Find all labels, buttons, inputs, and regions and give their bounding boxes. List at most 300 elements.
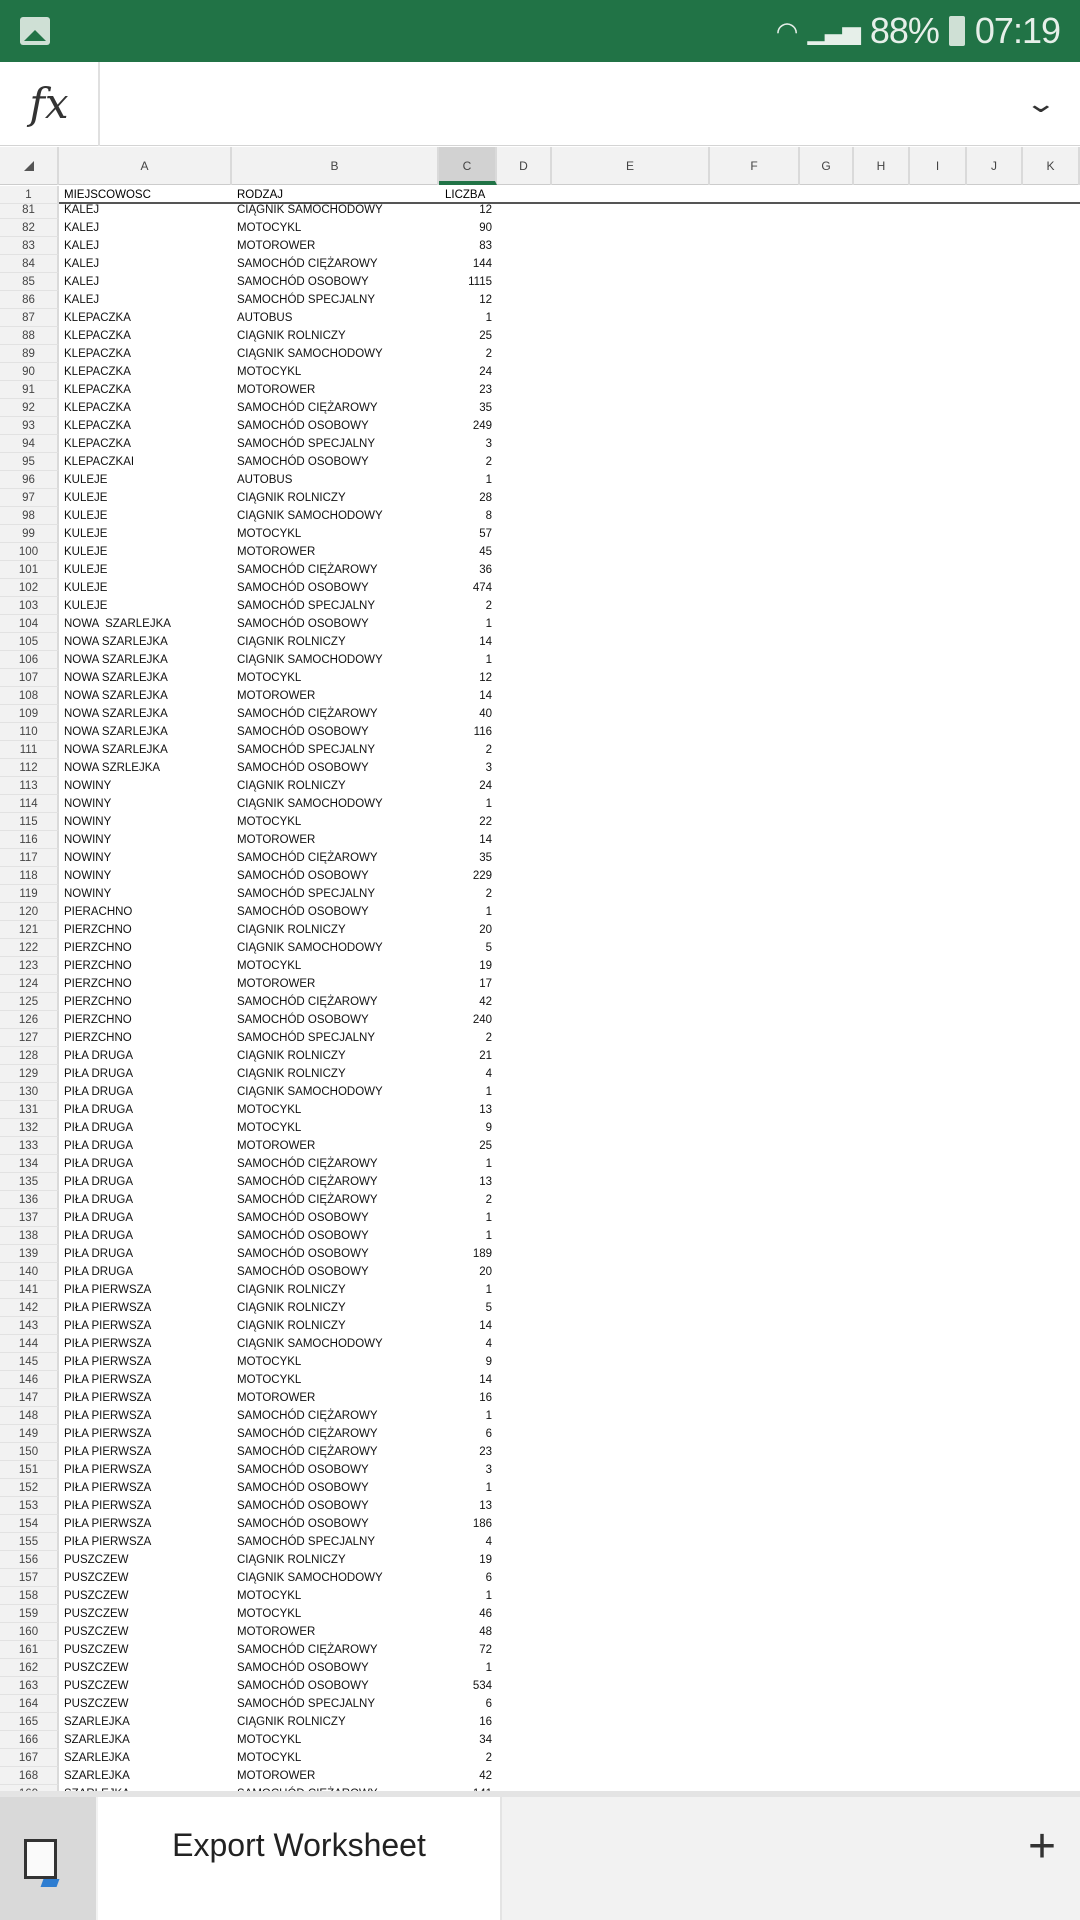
cell-miejscowosc[interactable]: PIERZCHNO (64, 960, 132, 972)
column-header-e[interactable]: E (552, 147, 710, 185)
cell-miejscowosc[interactable]: PIŁA PIERWSZA (64, 1356, 152, 1368)
cell-miejscowosc[interactable]: KLEPACZKA (64, 438, 131, 450)
row-number[interactable]: 106 (0, 651, 59, 669)
row-number[interactable]: 148 (0, 1407, 59, 1425)
cell-liczba[interactable]: 2 (485, 456, 492, 468)
cell-liczba[interactable]: 13 (479, 1500, 492, 1512)
row-number[interactable]: 105 (0, 633, 59, 651)
cell-rodzaj[interactable]: SAMOCHÓD OSOBOWY (237, 456, 369, 468)
row-number[interactable]: 134 (0, 1155, 59, 1173)
cell-rodzaj[interactable]: SAMOCHÓD OSOBOWY (237, 1500, 369, 1512)
cell-liczba[interactable]: 2 (485, 1752, 492, 1764)
cell-liczba[interactable]: 28 (479, 492, 492, 504)
cell-liczba[interactable]: 186 (472, 1518, 492, 1530)
row-number[interactable]: 167 (0, 1749, 59, 1767)
row-number[interactable]: 155 (0, 1533, 59, 1551)
cell-liczba[interactable]: 534 (472, 1680, 492, 1692)
cell-miejscowosc[interactable]: NOWINY (64, 852, 112, 864)
row-number[interactable]: 103 (0, 597, 59, 615)
row-number[interactable]: 158 (0, 1587, 59, 1605)
column-header-k[interactable]: K (1023, 147, 1080, 185)
cell-liczba[interactable]: 45 (479, 546, 492, 558)
cell-liczba[interactable]: 1 (485, 1212, 492, 1224)
cell-miejscowosc[interactable]: PIŁA PIERWSZA (64, 1536, 152, 1548)
cell-rodzaj[interactable]: SAMOCHÓD CIĘŻAROWY (237, 708, 378, 720)
cell-liczba[interactable]: 2 (485, 1032, 492, 1044)
cell-miejscowosc[interactable]: PIERZCHNO (64, 942, 132, 954)
cell-miejscowosc[interactable]: KLEPACZKA (64, 312, 131, 324)
cell-rodzaj[interactable]: SAMOCHÓD CIĘŻAROWY (237, 1194, 378, 1206)
row-number[interactable]: 157 (0, 1569, 59, 1587)
cell-rodzaj[interactable]: MOTOROWER (237, 1392, 316, 1404)
cell-rodzaj[interactable]: SAMOCHÓD CIĘŻAROWY (237, 1410, 378, 1422)
cell-liczba[interactable]: 24 (479, 366, 492, 378)
cell-miejscowosc[interactable]: KLEPACZKA (64, 348, 131, 360)
cell-miejscowosc[interactable]: NOWA SZARLEJKA (64, 654, 168, 666)
row-number[interactable]: 163 (0, 1677, 59, 1695)
cell-liczba[interactable]: 189 (472, 1248, 492, 1260)
cell-liczba[interactable]: 2 (485, 744, 492, 756)
row-number[interactable]: 127 (0, 1029, 59, 1047)
cell-rodzaj[interactable]: MOTOROWER (237, 546, 316, 558)
cell-rodzaj[interactable]: AUTOBUS (237, 474, 293, 486)
cell-liczba[interactable]: 249 (472, 420, 492, 432)
row-number[interactable]: 145 (0, 1353, 59, 1371)
cell-rodzaj[interactable]: SAMOCHÓD SPECJALNY (237, 600, 376, 612)
row-number[interactable]: 131 (0, 1101, 59, 1119)
cell-rodzaj[interactable]: MOTOCYKL (237, 222, 302, 234)
row-number[interactable]: 166 (0, 1731, 59, 1749)
cell-liczba[interactable]: 34 (479, 1734, 492, 1746)
cell-miejscowosc[interactable]: PIERZCHNO (64, 996, 132, 1008)
cell-liczba[interactable]: 1 (485, 474, 492, 486)
row-number[interactable]: 153 (0, 1497, 59, 1515)
cell-rodzaj[interactable]: MOTOCYKL (237, 1734, 302, 1746)
cell-rodzaj[interactable]: CIĄGNIK SAMOCHODOWY (237, 942, 383, 954)
cell-miejscowosc[interactable]: KALEJ (64, 294, 100, 306)
cell-miejscowosc[interactable]: PUSZCZEW (64, 1698, 129, 1710)
row-number[interactable]: 100 (0, 543, 59, 561)
cell-rodzaj[interactable]: CIĄGNIK ROLNICZY (237, 780, 346, 792)
cell-miejscowosc[interactable]: KULEJE (64, 546, 108, 558)
row-number[interactable]: 109 (0, 705, 59, 723)
row-number[interactable]: 92 (0, 399, 59, 417)
cell-miejscowosc[interactable]: KALEJ (64, 276, 100, 288)
cell-rodzaj[interactable]: MOTOCYKL (237, 1590, 302, 1602)
cell-miejscowosc[interactable]: PIŁA DRUGA (64, 1104, 134, 1116)
cell-rodzaj[interactable]: CIĄGNIK ROLNICZY (237, 1554, 346, 1566)
cell-rodzaj[interactable]: SAMOCHÓD OSOBOWY (237, 582, 369, 594)
row-number[interactable]: 89 (0, 345, 59, 363)
cell-liczba[interactable]: 8 (485, 510, 492, 522)
cell-miejscowosc[interactable]: NOWINY (64, 834, 112, 846)
cell-rodzaj[interactable]: MOTOCYKL (237, 1752, 302, 1764)
cell-rodzaj[interactable]: MOTOCYKL (237, 366, 302, 378)
header-cell-a[interactable]: MIEJSCOWOSC (64, 189, 151, 201)
row-number[interactable]: 85 (0, 273, 59, 291)
row-number[interactable]: 88 (0, 327, 59, 345)
row-number[interactable]: 129 (0, 1065, 59, 1083)
row-number[interactable]: 140 (0, 1263, 59, 1281)
cell-rodzaj[interactable]: CIĄGNIK ROLNICZY (237, 924, 346, 936)
row-number[interactable]: 135 (0, 1173, 59, 1191)
cell-miejscowosc[interactable]: PUSZCZEW (64, 1608, 129, 1620)
cell-miejscowosc[interactable]: PIŁA DRUGA (64, 1158, 134, 1170)
cell-miejscowosc[interactable]: NOWA SZARLEJKA (64, 690, 168, 702)
cell-rodzaj[interactable]: MOTOCYKL (237, 1104, 302, 1116)
cell-rodzaj[interactable]: CIĄGNIK ROLNICZY (237, 1068, 346, 1080)
cell-miejscowosc[interactable]: NOWINY (64, 816, 112, 828)
cell-miejscowosc[interactable]: NOWINY (64, 888, 112, 900)
cell-rodzaj[interactable]: MOTOROWER (237, 1626, 316, 1638)
cell-liczba[interactable]: 57 (479, 528, 492, 540)
cell-liczba[interactable]: 14 (479, 1374, 492, 1386)
cell-miejscowosc[interactable]: KLEPACZKA (64, 420, 131, 432)
row-number[interactable]: 114 (0, 795, 59, 813)
cell-miejscowosc[interactable]: KLEPACZKA (64, 402, 131, 414)
cell-rodzaj[interactable]: CIĄGNIK ROLNICZY (237, 1050, 346, 1062)
cell-rodzaj[interactable]: MOTOCYKL (237, 816, 302, 828)
cell-rodzaj[interactable]: SAMOCHÓD OSOBOWY (237, 1518, 369, 1530)
cell-rodzaj[interactable]: MOTOCYKL (237, 528, 302, 540)
row-number[interactable]: 142 (0, 1299, 59, 1317)
column-header-h[interactable]: H (854, 147, 910, 185)
cell-rodzaj[interactable]: SAMOCHÓD OSOBOWY (237, 420, 369, 432)
row-number[interactable]: 147 (0, 1389, 59, 1407)
cell-miejscowosc[interactable]: PIERZCHNO (64, 924, 132, 936)
row-number[interactable]: 115 (0, 813, 59, 831)
cell-miejscowosc[interactable]: NOWA SZARLEJKA (64, 708, 168, 720)
cell-liczba[interactable]: 1 (485, 618, 492, 630)
cell-rodzaj[interactable]: MOTOCYKL (237, 1374, 302, 1386)
cell-rodzaj[interactable]: SAMOCHÓD OSOBOWY (237, 1680, 369, 1692)
cell-miejscowosc[interactable]: PIŁA PIERWSZA (64, 1500, 152, 1512)
cell-miejscowosc[interactable]: PIŁA DRUGA (64, 1212, 134, 1224)
cell-miejscowosc[interactable]: PIŁA DRUGA (64, 1050, 134, 1062)
cell-liczba[interactable]: 6 (485, 1428, 492, 1440)
cell-liczba[interactable]: 9 (485, 1122, 492, 1134)
row-number[interactable]: 152 (0, 1479, 59, 1497)
row-number[interactable]: 98 (0, 507, 59, 525)
row-number[interactable]: 107 (0, 669, 59, 687)
cell-miejscowosc[interactable]: PIŁA PIERWSZA (64, 1482, 152, 1494)
cell-liczba[interactable]: 1 (485, 1590, 492, 1602)
cell-rodzaj[interactable]: SAMOCHÓD OSOBOWY (237, 1230, 369, 1242)
cell-miejscowosc[interactable]: PUSZCZEW (64, 1644, 129, 1656)
cell-liczba[interactable]: 1115 (468, 276, 492, 288)
cell-rodzaj[interactable]: SAMOCHÓD OSOBOWY (237, 618, 369, 630)
cell-miejscowosc[interactable]: PIŁA DRUGA (64, 1230, 134, 1242)
row-number[interactable]: 125 (0, 993, 59, 1011)
cell-liczba[interactable]: 24 (479, 780, 492, 792)
cell-rodzaj[interactable]: SAMOCHÓD SPECJALNY (237, 294, 376, 306)
cell-rodzaj[interactable]: SAMOCHÓD CIĘŻAROWY (237, 402, 378, 414)
cell-miejscowosc[interactable]: NOWINY (64, 780, 112, 792)
cell-rodzaj[interactable]: SAMOCHÓD CIĘŻAROWY (237, 1176, 378, 1188)
cell-miejscowosc[interactable]: KALEJ (64, 204, 100, 216)
cell-rodzaj[interactable]: CIĄGNIK SAMOCHODOWY (237, 798, 383, 810)
row-number[interactable]: 113 (0, 777, 59, 795)
cell-miejscowosc[interactable]: PIERACHNO (64, 906, 133, 918)
sheet-tab-export-worksheet[interactable]: Export Worksheet (98, 1797, 502, 1920)
cell-miejscowosc[interactable]: PIŁA PIERWSZA (64, 1446, 152, 1458)
cell-rodzaj[interactable]: MOTOCYKL (237, 960, 302, 972)
cell-liczba[interactable]: 48 (479, 1626, 492, 1638)
cell-liczba[interactable]: 3 (485, 1464, 492, 1476)
row-number[interactable]: 87 (0, 309, 59, 327)
cell-miejscowosc[interactable]: NOWINY (64, 798, 112, 810)
cell-liczba[interactable]: 1 (485, 906, 492, 918)
cell-miejscowosc[interactable]: NOWA SZARLEJKA (64, 636, 168, 648)
cell-liczba[interactable]: 14 (479, 690, 492, 702)
cell-liczba[interactable]: 116 (473, 726, 492, 738)
cell-liczba[interactable]: 20 (479, 924, 492, 936)
cell-miejscowosc[interactable]: PIŁA PIERWSZA (64, 1338, 152, 1350)
cell-rodzaj[interactable]: MOTOROWER (237, 240, 316, 252)
cell-miejscowosc[interactable]: KLEPACZKA (64, 330, 131, 342)
row-number[interactable]: 160 (0, 1623, 59, 1641)
cell-miejscowosc[interactable]: PIŁA DRUGA (64, 1068, 134, 1080)
row-number[interactable]: 118 (0, 867, 59, 885)
column-header-c[interactable]: C (439, 147, 497, 185)
cell-liczba[interactable]: 4 (485, 1338, 492, 1350)
row-number[interactable]: 130 (0, 1083, 59, 1101)
cell-miejscowosc[interactable]: PUSZCZEW (64, 1554, 129, 1566)
row-number[interactable]: 146 (0, 1371, 59, 1389)
cell-liczba[interactable]: 46 (479, 1608, 492, 1620)
row-number[interactable]: 81 (0, 201, 59, 219)
row-number[interactable]: 141 (0, 1281, 59, 1299)
cell-miejscowosc[interactable]: PUSZCZEW (64, 1572, 129, 1584)
cell-liczba[interactable]: 16 (479, 1392, 492, 1404)
cell-liczba[interactable]: 1 (485, 1482, 492, 1494)
row-number[interactable]: 117 (0, 849, 59, 867)
cell-liczba[interactable]: 16 (479, 1716, 492, 1728)
cell-rodzaj[interactable]: SAMOCHÓD OSOBOWY (237, 276, 369, 288)
cell-rodzaj[interactable]: SAMOCHÓD OSOBOWY (237, 1248, 369, 1260)
row-number[interactable]: 90 (0, 363, 59, 381)
row-number[interactable]: 95 (0, 453, 59, 471)
add-sheet-button[interactable]: + (1027, 1820, 1056, 1873)
cell-miejscowosc[interactable]: KALEJ (64, 222, 100, 234)
cell-liczba[interactable]: 21 (479, 1050, 492, 1062)
cell-rodzaj[interactable]: SAMOCHÓD OSOBOWY (237, 762, 369, 774)
row-number[interactable]: 136 (0, 1191, 59, 1209)
cell-liczba[interactable]: 5 (485, 942, 492, 954)
cell-miejscowosc[interactable]: PUSZCZEW (64, 1590, 129, 1602)
cell-liczba[interactable]: 1 (485, 1158, 492, 1170)
cell-miejscowosc[interactable]: KULEJE (64, 474, 108, 486)
row-number[interactable]: 99 (0, 525, 59, 543)
cell-miejscowosc[interactable]: PUSZCZEW (64, 1662, 129, 1674)
cell-rodzaj[interactable]: CIĄGNIK SAMOCHODOWY (237, 654, 383, 666)
cell-liczba[interactable]: 4 (485, 1536, 492, 1548)
cell-liczba[interactable]: 1 (485, 1086, 492, 1098)
cell-liczba[interactable]: 35 (479, 402, 492, 414)
cell-liczba[interactable]: 240 (472, 1014, 492, 1026)
row-number[interactable]: 161 (0, 1641, 59, 1659)
cell-liczba[interactable]: 13 (479, 1176, 492, 1188)
row-number[interactable]: 83 (0, 237, 59, 255)
cell-liczba[interactable]: 6 (485, 1698, 492, 1710)
row-number[interactable]: 108 (0, 687, 59, 705)
header-cell-b[interactable]: RODZAJ (237, 189, 283, 201)
row-number[interactable]: 168 (0, 1767, 59, 1785)
cell-miejscowosc[interactable]: KLEPACZKAI (64, 456, 135, 468)
cell-rodzaj[interactable]: SAMOCHÓD OSOBOWY (237, 1464, 369, 1476)
row-number[interactable]: 126 (0, 1011, 59, 1029)
cell-miejscowosc[interactable]: KULEJE (64, 528, 108, 540)
cell-rodzaj[interactable]: SAMOCHÓD OSOBOWY (237, 1662, 369, 1674)
row-number[interactable]: 84 (0, 255, 59, 273)
column-header-g[interactable]: G (800, 147, 854, 185)
cell-rodzaj[interactable]: MOTOROWER (237, 1770, 316, 1782)
cell-rodzaj[interactable]: CIĄGNIK ROLNICZY (237, 330, 346, 342)
cell-rodzaj[interactable]: MOTOROWER (237, 1140, 316, 1152)
row-number[interactable]: 154 (0, 1515, 59, 1533)
cell-liczba[interactable]: 25 (479, 1140, 492, 1152)
cell-miejscowosc[interactable]: KULEJE (64, 492, 108, 504)
cell-liczba[interactable]: 35 (479, 852, 492, 864)
cell-rodzaj[interactable]: MOTOCYKL (237, 672, 302, 684)
row-number[interactable]: 159 (0, 1605, 59, 1623)
column-header-j[interactable]: J (967, 147, 1023, 185)
cell-rodzaj[interactable]: CIĄGNIK SAMOCHODOWY (237, 510, 383, 522)
row-number[interactable]: 121 (0, 921, 59, 939)
cell-liczba[interactable]: 1 (485, 798, 492, 810)
cell-liczba[interactable]: 1 (485, 1284, 492, 1296)
cell-miejscowosc[interactable]: PIŁA PIERWSZA (64, 1320, 152, 1332)
row-number[interactable]: 128 (0, 1047, 59, 1065)
cell-liczba[interactable]: 22 (479, 816, 492, 828)
cell-liczba[interactable]: 1 (485, 1410, 492, 1422)
cell-miejscowosc[interactable]: PIŁA PIERWSZA (64, 1284, 152, 1296)
cell-miejscowosc[interactable]: KULEJE (64, 582, 108, 594)
cell-liczba[interactable]: 14 (479, 636, 492, 648)
cell-liczba[interactable]: 13 (479, 1104, 492, 1116)
cell-miejscowosc[interactable]: PUSZCZEW (64, 1626, 129, 1638)
row-number[interactable]: 91 (0, 381, 59, 399)
cell-miejscowosc[interactable]: SZARLEJKA (64, 1716, 130, 1728)
cell-rodzaj[interactable]: SAMOCHÓD CIĘŻAROWY (237, 852, 378, 864)
cell-miejscowosc[interactable]: NOWA SZARLEJKA (64, 672, 168, 684)
cell-miejscowosc[interactable]: PIŁA DRUGA (64, 1140, 134, 1152)
row-number[interactable]: 119 (0, 885, 59, 903)
cell-miejscowosc[interactable]: KALEJ (64, 240, 100, 252)
cell-rodzaj[interactable]: SAMOCHÓD SPECJALNY (237, 888, 376, 900)
cell-liczba[interactable]: 25 (479, 330, 492, 342)
column-header-i[interactable]: I (910, 147, 967, 185)
cell-rodzaj[interactable]: CIĄGNIK SAMOCHODOWY (237, 1572, 383, 1584)
cell-miejscowosc[interactable]: NOWINY (64, 870, 112, 882)
cell-liczba[interactable]: 72 (479, 1644, 492, 1656)
cell-rodzaj[interactable]: CIĄGNIK ROLNICZY (237, 636, 346, 648)
cell-rodzaj[interactable]: MOTOCYKL (237, 1608, 302, 1620)
cell-miejscowosc[interactable]: PIŁA PIERWSZA (64, 1464, 152, 1476)
formula-bar[interactable] (0, 62, 1080, 146)
cell-rodzaj[interactable]: MOTOCYKL (237, 1356, 302, 1368)
row-number[interactable]: 144 (0, 1335, 59, 1353)
cell-liczba[interactable]: 40 (479, 708, 492, 720)
row-number[interactable]: 133 (0, 1137, 59, 1155)
cell-rodzaj[interactable]: MOTOROWER (237, 384, 316, 396)
cell-rodzaj[interactable]: SAMOCHÓD SPECJALNY (237, 1032, 376, 1044)
row-number[interactable]: 164 (0, 1695, 59, 1713)
row-number[interactable]: 156 (0, 1551, 59, 1569)
column-header-f[interactable]: F (710, 147, 800, 185)
cell-liczba[interactable]: 19 (479, 960, 492, 972)
cell-liczba[interactable]: 3 (485, 762, 492, 774)
row-number[interactable]: 112 (0, 759, 59, 777)
row-number[interactable]: 138 (0, 1227, 59, 1245)
row-number[interactable]: 149 (0, 1425, 59, 1443)
row-number[interactable]: 124 (0, 975, 59, 993)
row-number[interactable]: 111 (0, 741, 59, 759)
cell-liczba[interactable]: 14 (479, 1320, 492, 1332)
cell-liczba[interactable]: 36 (479, 564, 492, 576)
cell-liczba[interactable]: 17 (479, 978, 492, 990)
cell-liczba[interactable]: 2 (485, 1194, 492, 1206)
cell-miejscowosc[interactable]: PIŁA DRUGA (64, 1194, 134, 1206)
cell-miejscowosc[interactable]: PIŁA PIERWSZA (64, 1392, 152, 1404)
row-number[interactable]: 165 (0, 1713, 59, 1731)
cell-rodzaj[interactable]: CIĄGNIK SAMOCHODOWY (237, 1086, 383, 1098)
cell-liczba[interactable]: 4 (485, 1068, 492, 1080)
cell-rodzaj[interactable]: MOTOCYKL (237, 1122, 302, 1134)
cell-miejscowosc[interactable]: PIŁA DRUGA (64, 1266, 134, 1278)
cell-rodzaj[interactable]: MOTOROWER (237, 978, 316, 990)
cell-liczba[interactable]: 14 (479, 834, 492, 846)
cell-rodzaj[interactable]: CIĄGNIK SAMOCHODOWY (237, 1338, 383, 1350)
cell-liczba[interactable]: 3 (485, 438, 492, 450)
cell-miejscowosc[interactable]: KULEJE (64, 510, 108, 522)
row-number[interactable]: 93 (0, 417, 59, 435)
cell-miejscowosc[interactable]: PIERZCHNO (64, 978, 132, 990)
cell-rodzaj[interactable]: CIĄGNIK ROLNICZY (237, 1716, 346, 1728)
cell-liczba[interactable]: 229 (472, 870, 492, 882)
cell-miejscowosc[interactable]: PIŁA PIERWSZA (64, 1302, 152, 1314)
cell-liczba[interactable]: 1 (485, 1230, 492, 1242)
column-header-d[interactable]: D (497, 147, 552, 185)
row-number[interactable]: 101 (0, 561, 59, 579)
cell-rodzaj[interactable]: CIĄGNIK SAMOCHODOWY (237, 204, 383, 216)
cell-liczba[interactable]: 23 (479, 384, 492, 396)
row-number[interactable]: 116 (0, 831, 59, 849)
cell-liczba[interactable]: 1 (485, 312, 492, 324)
cell-miejscowosc[interactable]: KULEJE (64, 600, 108, 612)
cell-liczba[interactable]: 9 (485, 1356, 492, 1368)
cell-rodzaj[interactable]: CIĄGNIK ROLNICZY (237, 1284, 346, 1296)
cell-miejscowosc[interactable]: NOWA SZARLEJKA (64, 744, 168, 756)
cell-liczba[interactable]: 20 (479, 1266, 492, 1278)
cell-miejscowosc[interactable]: PIŁA PIERWSZA (64, 1518, 152, 1530)
select-all-corner[interactable] (0, 147, 59, 185)
cell-liczba[interactable]: 90 (479, 222, 492, 234)
row-number[interactable]: 1 (0, 186, 59, 204)
cell-miejscowosc[interactable]: PIŁA DRUGA (64, 1176, 134, 1188)
cell-liczba[interactable]: 5 (485, 1302, 492, 1314)
cell-liczba[interactable]: 474 (472, 582, 492, 594)
cell-rodzaj[interactable]: MOTOROWER (237, 690, 316, 702)
formula-input[interactable] (110, 62, 1000, 146)
cell-miejscowosc[interactable]: PIŁA PIERWSZA (64, 1374, 152, 1386)
cell-rodzaj[interactable]: SAMOCHÓD CIĘŻAROWY (237, 996, 378, 1008)
cell-rodzaj[interactable]: SAMOCHÓD SPECJALNY (237, 744, 376, 756)
cell-miejscowosc[interactable]: SZARLEJKA (64, 1770, 130, 1782)
cell-miejscowosc[interactable]: PIERZCHNO (64, 1014, 132, 1026)
cell-rodzaj[interactable]: SAMOCHÓD CIĘŻAROWY (237, 1644, 378, 1656)
cell-liczba[interactable]: 83 (479, 240, 492, 252)
